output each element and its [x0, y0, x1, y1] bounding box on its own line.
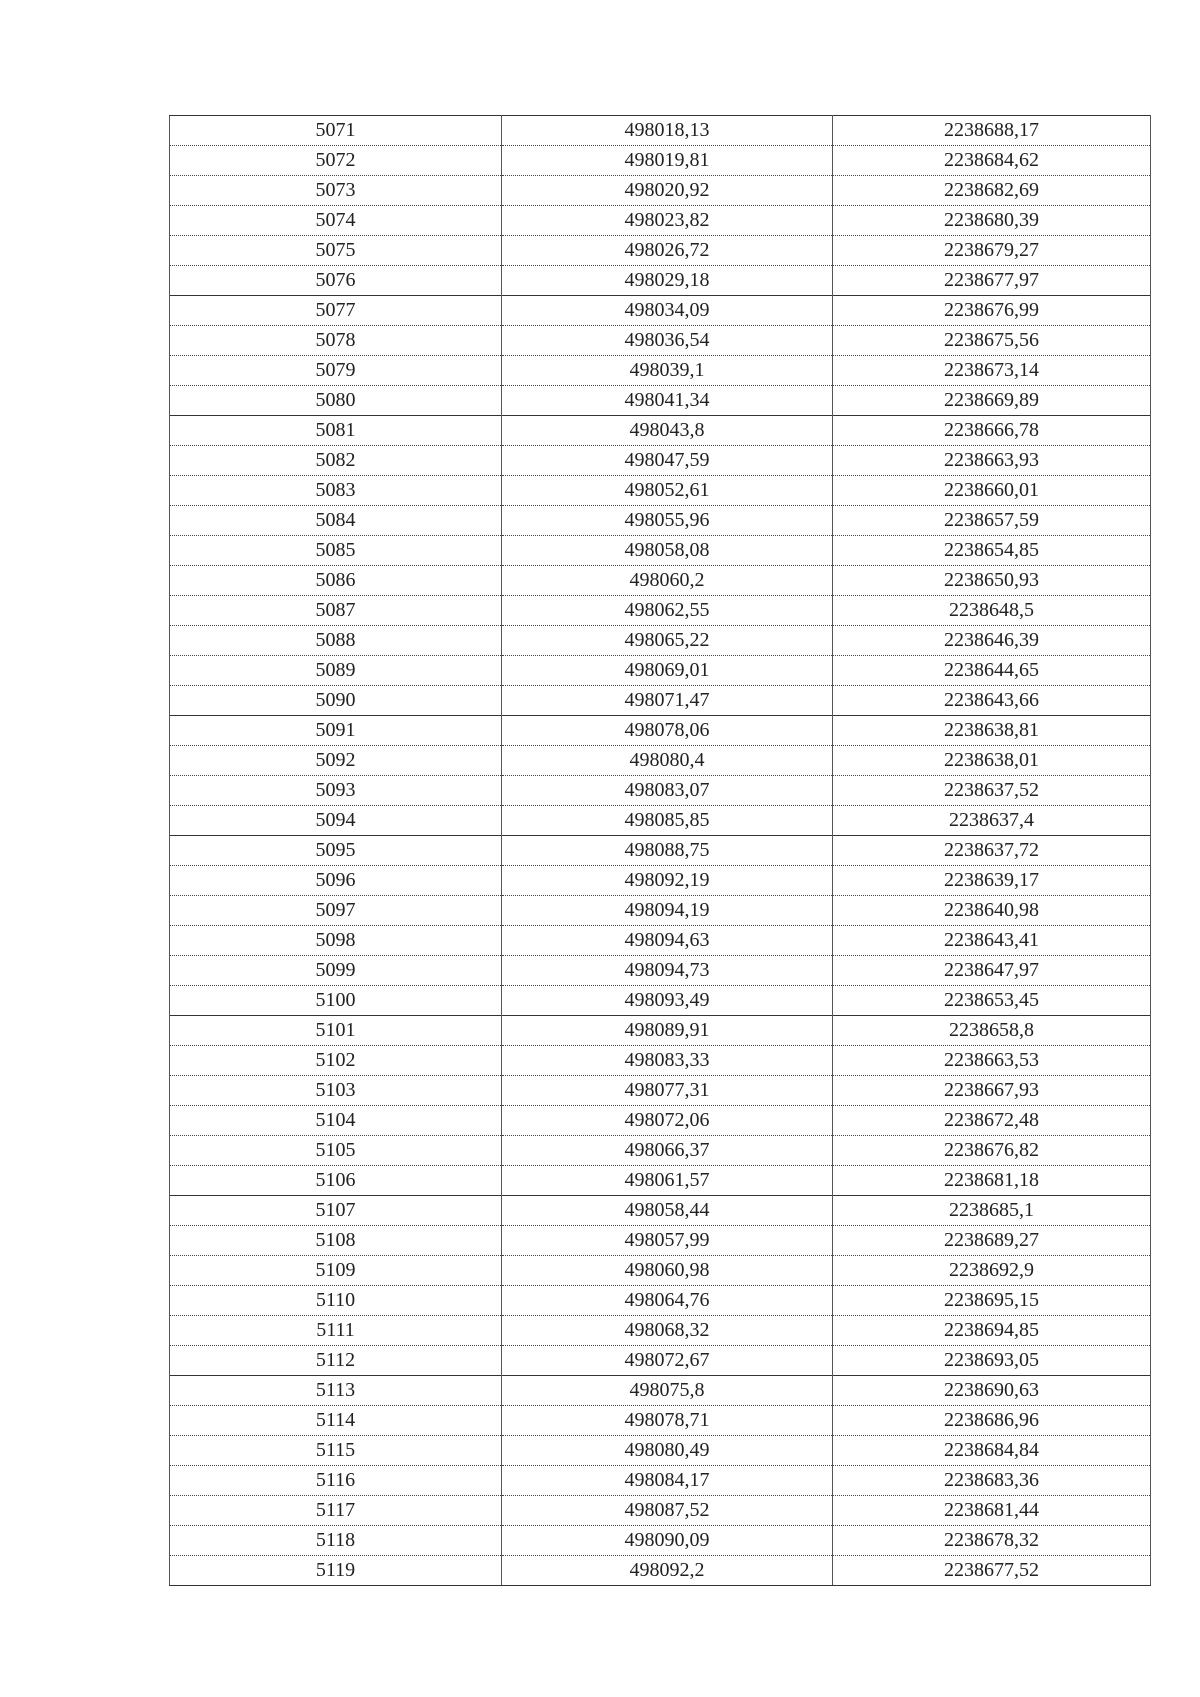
table-row: [170, 176, 1151, 206]
table-row: [170, 296, 1151, 326]
x-coordinate-cell: 498072,67: [502, 1346, 833, 1376]
x-coordinate-cell: 498041,34: [502, 386, 833, 416]
point-number-cell: 5105: [170, 1136, 502, 1166]
y-coordinate-cell: 2238654,85: [833, 536, 1151, 566]
y-coordinate-cell: 2238646,39: [833, 626, 1151, 656]
y-coordinate-cell: 2238673,14: [833, 356, 1151, 386]
x-coordinate-cell: 498026,72: [502, 236, 833, 266]
x-coordinate-cell: 498089,91: [502, 1016, 833, 1046]
y-coordinate-cell: 2238666,78: [833, 416, 1151, 446]
point-number-cell: 5111: [170, 1316, 502, 1346]
table-row: [170, 1226, 1151, 1256]
y-coordinate-cell: 2238660,01: [833, 476, 1151, 506]
point-number-cell: 5096: [170, 866, 502, 896]
point-number-cell: 5086: [170, 566, 502, 596]
y-coordinate-cell: 2238643,66: [833, 686, 1151, 716]
table-row: [170, 206, 1151, 236]
x-coordinate-cell: 498058,44: [502, 1196, 833, 1226]
table-row: [170, 326, 1151, 356]
x-coordinate-cell: 498069,01: [502, 656, 833, 686]
x-coordinate-cell: 498065,22: [502, 626, 833, 656]
x-coordinate-cell: 498055,96: [502, 506, 833, 536]
x-coordinate-cell: 498071,47: [502, 686, 833, 716]
y-coordinate-cell: 2238695,15: [833, 1286, 1151, 1316]
x-coordinate-cell: 498066,37: [502, 1136, 833, 1166]
table-row: [170, 236, 1151, 266]
point-number-cell: 5113: [170, 1376, 502, 1406]
x-coordinate-cell: 498068,32: [502, 1316, 833, 1346]
point-number-cell: 5091: [170, 716, 502, 746]
x-coordinate-cell: 498083,07: [502, 776, 833, 806]
table-row: [170, 596, 1151, 626]
y-coordinate-cell: 2238681,44: [833, 1496, 1151, 1526]
y-coordinate-cell: 2238693,05: [833, 1346, 1151, 1376]
x-coordinate-cell: 498047,59: [502, 446, 833, 476]
y-coordinate-cell: 2238675,56: [833, 326, 1151, 356]
table-row: [170, 836, 1151, 866]
x-coordinate-cell: 498043,8: [502, 416, 833, 446]
x-coordinate-cell: 498083,33: [502, 1046, 833, 1076]
point-number-cell: 5115: [170, 1436, 502, 1466]
x-coordinate-cell: 498072,06: [502, 1106, 833, 1136]
x-coordinate-cell: 498052,61: [502, 476, 833, 506]
y-coordinate-cell: 2238690,63: [833, 1376, 1151, 1406]
point-number-cell: 5100: [170, 986, 502, 1016]
point-number-cell: 5071: [170, 116, 502, 146]
table-row: [170, 1256, 1151, 1286]
table-row: [170, 1016, 1151, 1046]
point-number-cell: 5093: [170, 776, 502, 806]
point-number-cell: 5078: [170, 326, 502, 356]
y-coordinate-cell: 2238653,45: [833, 986, 1151, 1016]
table-row: [170, 716, 1151, 746]
x-coordinate-cell: 498080,4: [502, 746, 833, 776]
x-coordinate-cell: 498057,99: [502, 1226, 833, 1256]
table-row: [170, 866, 1151, 896]
table-row: [170, 656, 1151, 686]
point-number-cell: 5092: [170, 746, 502, 776]
table-row: [170, 1466, 1151, 1496]
table-row: [170, 536, 1151, 566]
y-coordinate-cell: 2238667,93: [833, 1076, 1151, 1106]
y-coordinate-cell: 2238657,59: [833, 506, 1151, 536]
point-number-cell: 5114: [170, 1406, 502, 1436]
point-number-cell: 5112: [170, 1346, 502, 1376]
y-coordinate-cell: 2238677,97: [833, 266, 1151, 296]
table-row: [170, 1316, 1151, 1346]
y-coordinate-cell: 2238694,85: [833, 1316, 1151, 1346]
y-coordinate-cell: 2238689,27: [833, 1226, 1151, 1256]
point-number-cell: 5083: [170, 476, 502, 506]
x-coordinate-cell: 498077,31: [502, 1076, 833, 1106]
point-number-cell: 5080: [170, 386, 502, 416]
y-coordinate-cell: 2238639,17: [833, 866, 1151, 896]
y-coordinate-cell: 2238638,81: [833, 716, 1151, 746]
y-coordinate-cell: 2238680,39: [833, 206, 1151, 236]
table-row: [170, 1436, 1151, 1466]
table-row: [170, 926, 1151, 956]
table-row: [170, 476, 1151, 506]
table-row: [170, 1046, 1151, 1076]
point-number-cell: 5109: [170, 1256, 502, 1286]
point-number-cell: 5077: [170, 296, 502, 326]
y-coordinate-cell: 2238688,17: [833, 116, 1151, 146]
point-number-cell: 5073: [170, 176, 502, 206]
y-coordinate-cell: 2238663,93: [833, 446, 1151, 476]
table-row: [170, 1196, 1151, 1226]
y-coordinate-cell: 2238682,69: [833, 176, 1151, 206]
point-number-cell: 5108: [170, 1226, 502, 1256]
y-coordinate-cell: 2238676,82: [833, 1136, 1151, 1166]
table-row: [170, 956, 1151, 986]
y-coordinate-cell: 2238638,01: [833, 746, 1151, 776]
table-row: [170, 1136, 1151, 1166]
point-number-cell: 5076: [170, 266, 502, 296]
point-number-cell: 5072: [170, 146, 502, 176]
point-number-cell: 5117: [170, 1496, 502, 1526]
x-coordinate-cell: 498084,17: [502, 1466, 833, 1496]
table-row: [170, 1406, 1151, 1436]
table-row: [170, 686, 1151, 716]
point-number-cell: 5118: [170, 1526, 502, 1556]
x-coordinate-cell: 498088,75: [502, 836, 833, 866]
x-coordinate-cell: 498078,71: [502, 1406, 833, 1436]
x-coordinate-cell: 498064,76: [502, 1286, 833, 1316]
y-coordinate-cell: 2238650,93: [833, 566, 1151, 596]
x-coordinate-cell: 498058,08: [502, 536, 833, 566]
point-number-cell: 5101: [170, 1016, 502, 1046]
table-row: [170, 446, 1151, 476]
table-row: [170, 506, 1151, 536]
table-row: [170, 566, 1151, 596]
point-number-cell: 5119: [170, 1556, 502, 1586]
y-coordinate-cell: 2238683,36: [833, 1466, 1151, 1496]
table-row: [170, 1556, 1151, 1586]
point-number-cell: 5095: [170, 836, 502, 866]
point-number-cell: 5087: [170, 596, 502, 626]
table-row: [170, 626, 1151, 656]
coordinates-table: [169, 115, 1151, 1586]
y-coordinate-cell: 2238658,8: [833, 1016, 1151, 1046]
x-coordinate-cell: 498062,55: [502, 596, 833, 626]
point-number-cell: 5099: [170, 956, 502, 986]
x-coordinate-cell: 498078,06: [502, 716, 833, 746]
point-number-cell: 5107: [170, 1196, 502, 1226]
y-coordinate-cell: 2238684,84: [833, 1436, 1151, 1466]
point-number-cell: 5104: [170, 1106, 502, 1136]
y-coordinate-cell: 2238637,4: [833, 806, 1151, 836]
x-coordinate-cell: 498020,92: [502, 176, 833, 206]
x-coordinate-cell: 498094,19: [502, 896, 833, 926]
x-coordinate-cell: 498093,49: [502, 986, 833, 1016]
y-coordinate-cell: 2238677,52: [833, 1556, 1151, 1586]
table-row: [170, 1496, 1151, 1526]
y-coordinate-cell: 2238678,32: [833, 1526, 1151, 1556]
y-coordinate-cell: 2238637,72: [833, 836, 1151, 866]
table-row: [170, 116, 1151, 146]
y-coordinate-cell: 2238640,98: [833, 896, 1151, 926]
table-row: [170, 1166, 1151, 1196]
x-coordinate-cell: 498018,13: [502, 116, 833, 146]
table-row: [170, 776, 1151, 806]
x-coordinate-cell: 498092,19: [502, 866, 833, 896]
y-coordinate-cell: 2238672,48: [833, 1106, 1151, 1136]
x-coordinate-cell: 498075,8: [502, 1376, 833, 1406]
y-coordinate-cell: 2238648,5: [833, 596, 1151, 626]
y-coordinate-cell: 2238644,65: [833, 656, 1151, 686]
x-coordinate-cell: 498094,73: [502, 956, 833, 986]
point-number-cell: 5094: [170, 806, 502, 836]
x-coordinate-cell: 498061,57: [502, 1166, 833, 1196]
point-number-cell: 5079: [170, 356, 502, 386]
point-number-cell: 5082: [170, 446, 502, 476]
y-coordinate-cell: 2238692,9: [833, 1256, 1151, 1286]
point-number-cell: 5084: [170, 506, 502, 536]
x-coordinate-cell: 498080,49: [502, 1436, 833, 1466]
y-coordinate-cell: 2238684,62: [833, 146, 1151, 176]
table-row: [170, 386, 1151, 416]
y-coordinate-cell: 2238663,53: [833, 1046, 1151, 1076]
y-coordinate-cell: 2238681,18: [833, 1166, 1151, 1196]
table-row: [170, 746, 1151, 776]
point-number-cell: 5081: [170, 416, 502, 446]
y-coordinate-cell: 2238637,52: [833, 776, 1151, 806]
x-coordinate-cell: 498087,52: [502, 1496, 833, 1526]
x-coordinate-cell: 498060,2: [502, 566, 833, 596]
x-coordinate-cell: 498060,98: [502, 1256, 833, 1286]
table-row: [170, 416, 1151, 446]
y-coordinate-cell: 2238676,99: [833, 296, 1151, 326]
x-coordinate-cell: 498019,81: [502, 146, 833, 176]
x-coordinate-cell: 498085,85: [502, 806, 833, 836]
point-number-cell: 5110: [170, 1286, 502, 1316]
point-number-cell: 5075: [170, 236, 502, 266]
table-row: [170, 806, 1151, 836]
x-coordinate-cell: 498034,09: [502, 296, 833, 326]
table-row: [170, 356, 1151, 386]
table-row: [170, 1076, 1151, 1106]
point-number-cell: 5085: [170, 536, 502, 566]
x-coordinate-cell: 498036,54: [502, 326, 833, 356]
y-coordinate-cell: 2238647,97: [833, 956, 1151, 986]
x-coordinate-cell: 498039,1: [502, 356, 833, 386]
x-coordinate-cell: 498023,82: [502, 206, 833, 236]
x-coordinate-cell: 498094,63: [502, 926, 833, 956]
table-row: [170, 896, 1151, 926]
table-row: [170, 1526, 1151, 1556]
table-row: [170, 146, 1151, 176]
x-coordinate-cell: 498029,18: [502, 266, 833, 296]
point-number-cell: 5089: [170, 656, 502, 686]
y-coordinate-cell: 2238643,41: [833, 926, 1151, 956]
x-coordinate-cell: 498090,09: [502, 1526, 833, 1556]
y-coordinate-cell: 2238669,89: [833, 386, 1151, 416]
point-number-cell: 5074: [170, 206, 502, 236]
table-row: [170, 986, 1151, 1016]
point-number-cell: 5102: [170, 1046, 502, 1076]
table-row: [170, 1286, 1151, 1316]
y-coordinate-cell: 2238685,1: [833, 1196, 1151, 1226]
point-number-cell: 5103: [170, 1076, 502, 1106]
table-row: [170, 1106, 1151, 1136]
y-coordinate-cell: 2238686,96: [833, 1406, 1151, 1436]
point-number-cell: 5088: [170, 626, 502, 656]
table-row: [170, 1376, 1151, 1406]
point-number-cell: 5116: [170, 1466, 502, 1496]
point-number-cell: 5106: [170, 1166, 502, 1196]
x-coordinate-cell: 498092,2: [502, 1556, 833, 1586]
point-number-cell: 5097: [170, 896, 502, 926]
table-row: [170, 266, 1151, 296]
table-row: [170, 1346, 1151, 1376]
y-coordinate-cell: 2238679,27: [833, 236, 1151, 266]
point-number-cell: 5098: [170, 926, 502, 956]
point-number-cell: 5090: [170, 686, 502, 716]
coordinates-table-body: [170, 116, 1151, 1586]
